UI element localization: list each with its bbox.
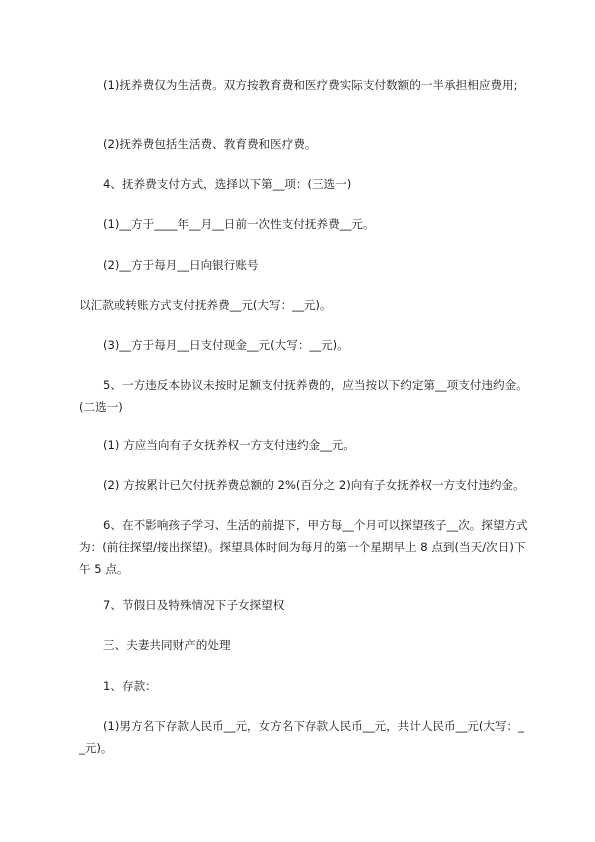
paragraph-1: (1)抚养费仅为生活费。双方按教育费和医疗费实际支付数额的一半承担相应费用; bbox=[103, 78, 518, 92]
paragraph-2: (2)抚养费包括生活费、教育费和医疗费。 bbox=[103, 137, 317, 151]
paragraph-11: 6、在不影响孩子学习、生活的前提下，甲方每__个月可以探望孩子__次。探望方式为：(前往探望/接出探望)。探望具体时间为每月的第一个星期早上 8 点到(当天/次日)下午 5 点。 bbox=[79, 518, 528, 576]
paragraph-7: (3)__方于每月__日支付现金__元(大写：__元)。 bbox=[103, 338, 349, 352]
paragraph-5: (2)__方于每月__日向银行账号 bbox=[103, 258, 259, 272]
paragraph-10: (2) 方按累计已欠付抚养费总额的 2%(百分之 2)向有子女抚养权一方支付违约金。 bbox=[103, 478, 525, 492]
paragraph-6: 以汇款或转账方式支付抚养费__元(大写：__元)。 bbox=[79, 298, 332, 312]
paragraph-8: 5、一方违反本协议未按时足额支付抚养费的，应当按以下约定第__项支付违约金。(二选一) bbox=[79, 378, 528, 414]
paragraph-13: 三、夫妻共同财产的处理 bbox=[103, 638, 231, 652]
paragraph-9: (1) 方应当向有子女抚养权一方支付违约金__元。 bbox=[103, 438, 355, 452]
paragraph-12: 7、节假日及特殊情况下子女探望权 bbox=[103, 598, 285, 612]
paragraph-3: 4、抚养费支付方式，选择以下第__项：(三选一) bbox=[103, 177, 352, 191]
paragraph-4: (1)__方于____年__月__日前一次性支付抚养费__元。 bbox=[103, 217, 375, 231]
paragraph-15: (1)男方名下存款人民币__元，女方名下存款人民币__元，共计人民币__元(大写：__元)。 bbox=[79, 719, 524, 755]
paragraph-14: 1、存款： bbox=[103, 679, 157, 693]
